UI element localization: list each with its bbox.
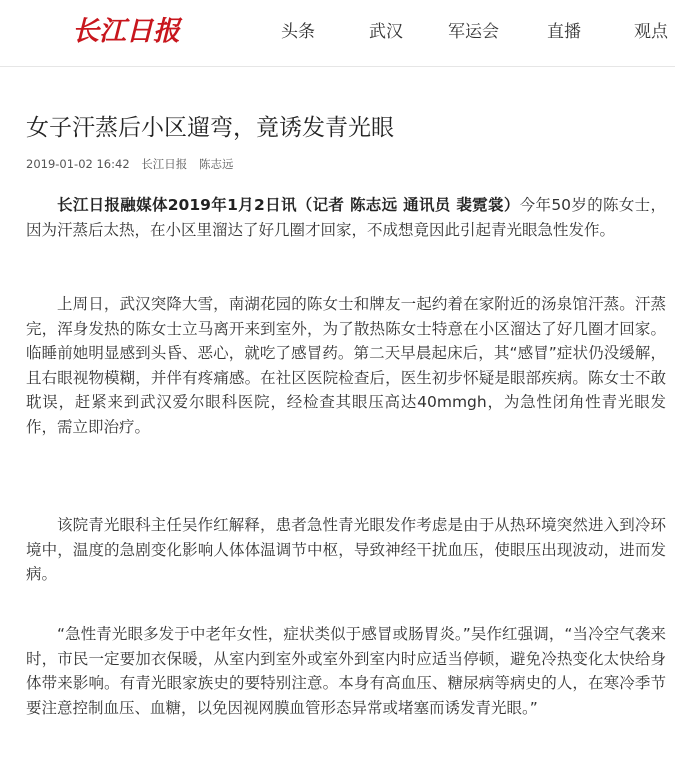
paragraph-2: 上周日，武汉突降大雪，南湖花园的陈女士和牌友一起约着在家附近的汤泉馆汗蒸。汗蒸完，浑身发热的陈女士立马离开来到室外，为了散热陈女士特意在小区溜达了好几圈才回家。临睡前她明显感到头昏、恶心，就吃了感冒药。第二天早晨起床后，其“感冒”症状仍没缓解，且右眼视物模糊，并伴有疼痛感。在社区医院检查后，医生初步怀疑是眼部疾病。陈女士不敢耽误，赶紧来到武汉爱尔眼科医院，经检查其眼压高达40mmgh，为急性闭角性青光眼发作，需立即治疗。 — [26, 295, 666, 436]
paragraph-4: “急性青光眼多发于中老年女性，症状类似于感冒或肠胃炎。”吴作红强调，“当冷空气袭来时，市民一定要加衣保暖，从室内到室外或室外到室内时应适当停顿，避免冷热变化太快给身体带来影响。有青光眼家族史的要特别注意。本身有高血压、糖尿病等病史的人，在寒冷季节要注意控制血压、血糖，以免因视网膜血管形态异常或堵塞而诱发青光眼。” — [26, 625, 666, 717]
article-title: 女子汗蒸后小区遛弯，竟诱发青光眼 — [26, 115, 394, 141]
article-author: 陈志远 — [198, 157, 234, 171]
dateline-lead: 长江日报融媒体2019年1月2日讯（记者 陈志远 通讯员 裴霓裳） — [57, 196, 520, 214]
nav-item-wuhan[interactable]: 武汉 — [369, 22, 403, 42]
nav-item-live[interactable]: 直播 — [547, 22, 581, 42]
top-nav — [0, 18, 675, 46]
article-source: 长江日报 — [141, 157, 188, 171]
paragraph-1-text: 今年50岁的陈女士，因为汗蒸后太热，在小区里溜达了好几圈才回家，不成想竟因此引起青光眼急性发作。 — [26, 196, 666, 239]
publish-datetime: 2019-01-02 16:42 — [26, 157, 130, 171]
nav-item-headlines[interactable]: 头条 — [281, 22, 315, 42]
paragraph-1 — [26, 193, 666, 242]
site-logo[interactable]: 长江日报 — [72, 16, 180, 47]
site-header — [0, 0, 675, 67]
nav-item-opinion[interactable]: 观点 — [634, 22, 668, 42]
nav-item-military-games[interactable]: 军运会 — [448, 22, 499, 42]
paragraph-3: 该院青光眼科主任吴作红解释，患者急性青光眼发作考虑是由于从热环境突然进入到冷环境中，温度的急剧变化影响人体体温调节中枢，导致神经干扰血压，使眼压出现波动，进而发病。 — [26, 516, 666, 583]
article-meta — [26, 156, 241, 172]
